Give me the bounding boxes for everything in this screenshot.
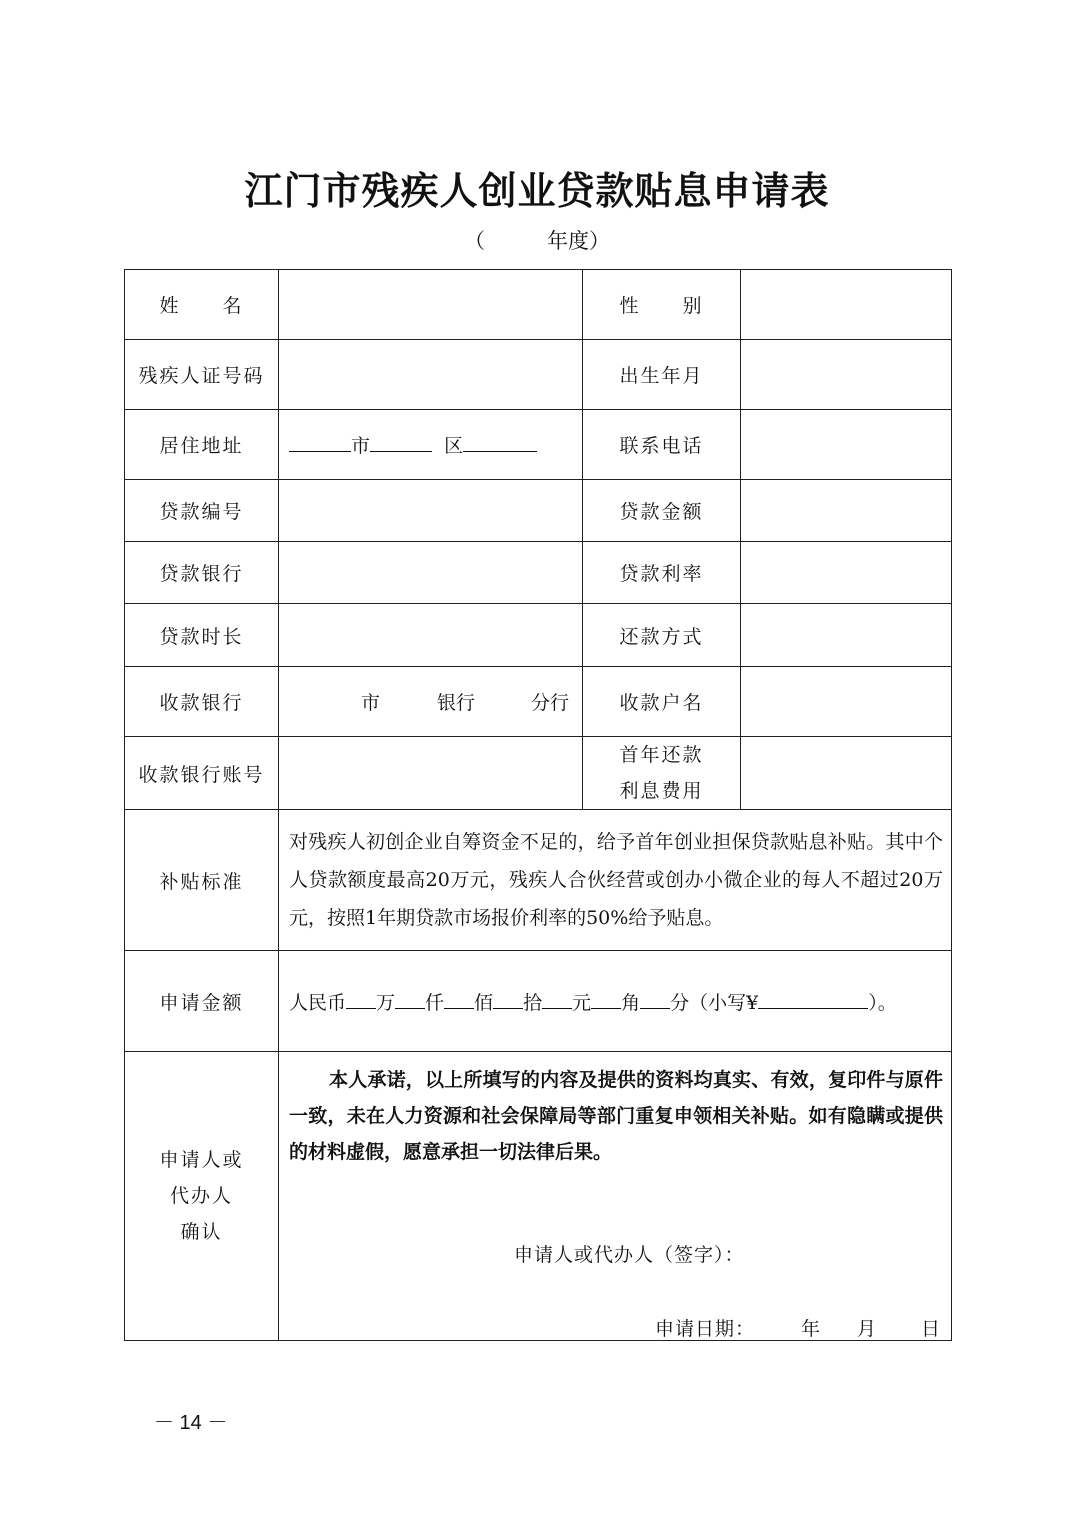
amount-small-label: （小写¥ [689, 991, 759, 1014]
address-district-text: 区 [444, 435, 464, 457]
amount-unit-fen: 分 [670, 991, 690, 1014]
amount-unit-jiao: 角 [621, 991, 641, 1014]
page-number: － 14 － [154, 1412, 228, 1434]
receiving-bank-label: 收款银行 [125, 667, 279, 737]
subsidy-standard-label: 补贴标准 [125, 810, 279, 951]
loan-bank-field[interactable] [279, 542, 583, 604]
repayment-label: 还款方式 [583, 604, 741, 667]
application-table [124, 269, 952, 1341]
amount-blank-wan[interactable] [346, 990, 376, 1009]
amount-blank-shi[interactable] [493, 990, 523, 1009]
amount-blank-jiao[interactable] [591, 990, 621, 1009]
loan-bank-label: 贷款银行 [125, 542, 279, 604]
repayment-field[interactable] [741, 604, 952, 667]
apply-date-month: 月 [857, 1318, 878, 1340]
name-label: 姓 名 [125, 270, 279, 340]
gender-label: 性 别 [583, 270, 741, 340]
address-label: 居住地址 [125, 410, 279, 480]
amount-small-blank[interactable] [758, 990, 868, 1009]
year-line [0, 225, 1074, 255]
confirm-content [279, 1052, 952, 1341]
apply-amount-field[interactable] [279, 951, 952, 1052]
loan-amount-label: 贷款金额 [583, 480, 741, 542]
cert-number-field[interactable] [279, 340, 583, 410]
phone-field[interactable] [741, 410, 952, 480]
receiving-bank-city: 市 [361, 692, 381, 714]
cert-number-label: 残疾人证号码 [125, 340, 279, 410]
receiving-bank-branch: 分行 [531, 692, 570, 714]
receiving-name-field[interactable] [741, 667, 952, 737]
form-title: 江门市残疾人创业贷款贴息申请表 [244, 168, 830, 213]
name-field[interactable] [279, 270, 583, 340]
amount-blank-bai[interactable] [444, 990, 474, 1009]
apply-date[interactable] [655, 1314, 941, 1341]
year-label: 年度） [547, 229, 610, 253]
address-district-blank[interactable] [370, 433, 432, 452]
amount-unit-bai: 佰 [474, 991, 494, 1014]
year-open-paren: （ [464, 229, 485, 253]
confirm-label-line2: 代办人 [169, 1185, 233, 1207]
first-year-interest-label [583, 737, 741, 810]
address-city-text: 市 [351, 435, 371, 457]
loan-term-label: 贷款时长 [125, 604, 279, 667]
amount-unit-shi: 拾 [523, 991, 543, 1014]
amount-blank-qian[interactable] [395, 990, 425, 1009]
signature-label[interactable]: 申请人或代办人（签字）： [514, 1244, 745, 1266]
amount-unit-yuan: 元 [572, 991, 592, 1014]
first-year-interest-label-line1: 首年还款 [619, 744, 704, 766]
confirm-label [125, 1052, 279, 1341]
receiving-name-label: 收款户名 [583, 667, 741, 737]
first-year-interest-field[interactable] [741, 737, 952, 810]
loan-number-field[interactable] [279, 480, 583, 542]
apply-date-year: 年 [801, 1318, 822, 1340]
loan-rate-field[interactable] [741, 542, 952, 604]
amount-unit-qian: 仟 [425, 991, 445, 1014]
loan-number-label: 贷款编号 [125, 480, 279, 542]
receiving-account-field[interactable] [279, 737, 583, 810]
amount-blank-yuan[interactable] [542, 990, 572, 1009]
receiving-bank-field[interactable] [279, 667, 583, 737]
loan-amount-field[interactable] [741, 480, 952, 542]
loan-term-field[interactable] [279, 604, 583, 667]
gender-field[interactable] [741, 270, 952, 340]
amount-unit-wan: 万 [376, 991, 396, 1014]
apply-date-day: 日 [921, 1318, 942, 1340]
address-field[interactable] [279, 410, 583, 480]
first-year-interest-label-line2: 利息费用 [619, 780, 704, 802]
birth-label: 出生年月 [583, 340, 741, 410]
address-city-blank[interactable] [289, 433, 351, 452]
promise-text: 本人承诺，以上所填写的内容及提供的资料均真实、有效，复印件与原件一致，未在人力资源和社会保障局等部门重复申领相关补贴。如有隐瞒或提供的材料虚假，愿意承担一切法律后果。 [289, 1069, 943, 1163]
birth-field[interactable] [741, 340, 952, 410]
confirm-label-line3: 确认 [180, 1221, 223, 1243]
amount-blank-fen[interactable] [640, 990, 670, 1009]
confirm-label-line1: 申请人或 [159, 1149, 244, 1171]
loan-rate-label: 贷款利率 [583, 542, 741, 604]
address-street-blank[interactable] [463, 433, 537, 452]
apply-amount-label: 申请金额 [125, 951, 279, 1052]
apply-date-label: 申请日期： [655, 1318, 756, 1340]
receiving-bank-bank: 银行 [437, 692, 476, 714]
phone-label: 联系电话 [583, 410, 741, 480]
receiving-account-label: 收款银行账号 [125, 737, 279, 810]
amount-prefix: 人民币 [289, 991, 347, 1014]
amount-end: ）。 [868, 991, 897, 1014]
subsidy-standard-text: 对残疾人初创企业自筹资金不足的，给予首年创业担保贷款贴息补贴。其中个人贷款额度最高20万元，残疾人合伙经营或创办小微企业的每人不超过20万元，按照1年期贷款市场报价利率的50%给予贴息。 [279, 810, 952, 951]
